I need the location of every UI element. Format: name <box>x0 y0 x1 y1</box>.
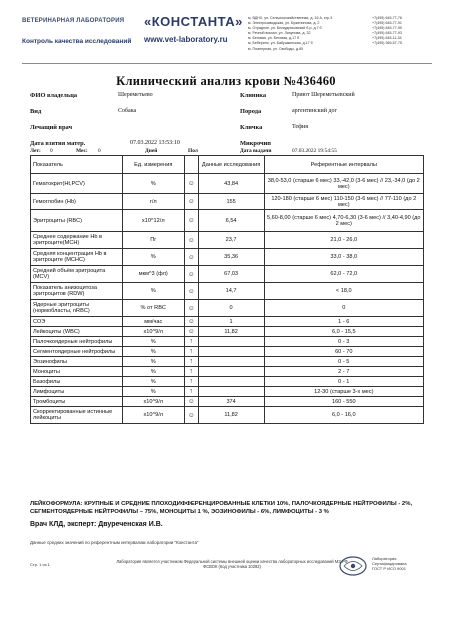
table-row <box>31 266 424 283</box>
smiley-icon: ☺ <box>187 253 195 261</box>
cell-flag <box>184 347 198 357</box>
arrow-up-icon: ↑ <box>189 358 193 365</box>
table-row <box>31 397 424 407</box>
reference-note: Данные средних значений по референтным интервалам лаборатории "Константа" <box>30 540 199 545</box>
years-value: 0 <box>50 148 53 154</box>
cell-unit: мм/час <box>122 317 184 327</box>
cell-unit: x10^9/л <box>122 407 184 424</box>
cell-flag <box>184 174 198 194</box>
clinic-label: Клиника <box>240 92 267 99</box>
cell-value: 35,36 <box>198 249 264 266</box>
cell-flag <box>184 300 198 317</box>
table-row <box>31 377 424 387</box>
leukoformula-note: ЛЕЙКОФОРМУЛА: КРУПНЫЕ И СРЕДНИЕ ПЛОХОДИФФЕРЕНЦИРОВАННЫЕ КЛЕТКИ 10%, ПАЛОЧКОЯДЕРНЫЕ НЕЙТРОФИЛЫ - 2%, СЕГМЕНТОЯДЕРНЫЕ НЕЙТРОФИЛЫ – 75%, МОНОЦИТЫ 1 %, ЭОЗИНОФИЛЫ - 6%, ЛИМФОЦИТЫ - 3 % <box>30 501 413 515</box>
cell-reference: 38,0-53,0 (старше 6 мес) 33,-42,0 (3-6 мес) // 23,-34,0 (до 2 мес) <box>264 174 423 194</box>
cell-reference: 2 - 7 <box>264 367 423 377</box>
cell-value: 14,7 <box>198 283 264 300</box>
cell-indicator: Эозинофилы <box>31 357 123 367</box>
header-reference: Референтные интервалы <box>264 156 423 174</box>
table-row <box>31 407 424 424</box>
table-row <box>31 232 424 249</box>
cell-reference: 5,60-8,00 (старше 6 мес) 4,70-6,30 (3-6 мес) // 3,40-4,90 (до 2 мес) <box>264 210 423 232</box>
smiley-icon: ☺ <box>187 236 195 244</box>
species-label: Вид <box>30 108 42 115</box>
cell-value: 6,54 <box>198 210 264 232</box>
address-line: м. Электрозаводская, ул. Буженинова, д. 2 <box>248 21 320 26</box>
cell-value <box>198 387 264 397</box>
lab-addresses <box>248 16 368 52</box>
cell-unit: % от RBC <box>122 300 184 317</box>
cell-unit: % <box>122 357 184 367</box>
arrow-up-icon: ↑ <box>189 388 193 395</box>
cell-unit: % <box>122 283 184 300</box>
phone-line: +7(495) 645-77-90 <box>372 26 402 31</box>
doctor-signature: Врач КЛД, эксперт: Двуреченская И.В. <box>30 521 163 528</box>
smiley-icon: ☺ <box>187 287 195 295</box>
cell-unit: Пг <box>122 232 184 249</box>
phone-line: +7(495) 645-11-34 <box>372 36 402 41</box>
cell-flag <box>184 283 198 300</box>
cell-value <box>198 377 264 387</box>
cell-reference: 60 - 70 <box>264 347 423 357</box>
phone-line: +7(495) 645-77-91 <box>372 21 402 26</box>
cell-flag <box>184 232 198 249</box>
cell-flag <box>184 357 198 367</box>
sex-label: Пол <box>188 148 198 154</box>
cell-unit: % <box>122 249 184 266</box>
cell-unit: мкм^3 (фл) <box>122 266 184 283</box>
cell-flag <box>184 266 198 283</box>
gost-certification <box>372 556 432 572</box>
cell-indicator: Гематокрит(Ht,PCV) <box>31 174 123 194</box>
smiley-icon: ☺ <box>187 198 195 205</box>
table-row <box>31 174 424 194</box>
cell-indicator: Гемоглобин (Hb) <box>31 194 123 210</box>
header-unit: Ед. измерения <box>122 156 184 174</box>
cell-value <box>198 337 264 347</box>
months-label: Мес: <box>76 148 88 154</box>
breed-label: Порода <box>240 108 262 115</box>
cell-indicator: Лейкоциты (WBC) <box>31 327 123 337</box>
table-row <box>31 210 424 232</box>
cell-flag <box>184 249 198 266</box>
owner-value: Шереметьево <box>118 92 153 98</box>
cell-unit: % <box>122 337 184 347</box>
cell-indicator: Лимфоциты <box>31 387 123 397</box>
cell-reference: 0 - 3 <box>264 337 423 347</box>
cell-indicator: Средняя концентрация Hb в эритроците (MCHC) <box>31 249 123 266</box>
breed-value: аргентинский дог <box>292 108 337 114</box>
smiley-icon: ☺ <box>187 318 195 325</box>
cell-reference: 120-180 (старше 6 мес) 110-150 (3-6 мес) // 77-110 (до 2 мес) <box>264 194 423 210</box>
date-taken-label: Дата взятия матер. <box>30 140 86 147</box>
microchip-label: Микрочип <box>240 140 271 147</box>
cell-value: 43,84 <box>198 174 264 194</box>
gost-line: Лаборатория <box>372 556 397 561</box>
page-number: Стр. 1 из 1 <box>30 562 50 567</box>
cell-reference: 21,0 - 26,0 <box>264 232 423 249</box>
vet-label: Лечащий врач <box>30 124 73 131</box>
cell-flag <box>184 317 198 327</box>
cell-flag <box>184 327 198 337</box>
months-value: 0 <box>98 148 101 154</box>
arrow-up-icon: ↑ <box>189 378 193 385</box>
cell-indicator: Палочкоядерные нейтрофилы <box>31 337 123 347</box>
cell-unit: % <box>122 174 184 194</box>
cell-indicator: Средний объём эритроцита (MCV) <box>31 266 123 283</box>
gost-line: ГОСТ Р ИСО 9001 <box>372 566 406 572</box>
table-row <box>31 300 424 317</box>
cell-unit: % <box>122 387 184 397</box>
report-title: Клинический анализ крови №436460 <box>116 74 336 88</box>
cell-reference: 6,0 - 15,5 <box>264 327 423 337</box>
cell-flag <box>184 337 198 347</box>
species-value: Собака <box>118 108 137 114</box>
cell-value <box>198 357 264 367</box>
cell-reference: < 18,0 <box>264 283 423 300</box>
cell-reference: 0 - 5 <box>264 357 423 367</box>
nickname-label: Кличка <box>240 124 263 131</box>
lab-line: ВЕТЕРИНАРНАЯ ЛАБОРАТОРИЯ <box>22 18 125 24</box>
smiley-icon: ☺ <box>187 328 195 335</box>
address-line: м. Речной вокзал, ул. Ляпунова, д. 32 <box>248 31 311 36</box>
owner-label: ФИО владельца <box>30 92 78 99</box>
ilac-logo-icon <box>338 555 368 577</box>
cell-reference: 1 - 6 <box>264 317 423 327</box>
smiley-icon: ☺ <box>187 180 195 187</box>
cell-flag <box>184 377 198 387</box>
cell-indicator: Эритроциты (RBC) <box>31 210 123 232</box>
issue-date-value: 07.03.2022 19:54:55 <box>292 148 337 154</box>
table-row <box>31 249 424 266</box>
address-line: м. Беберино, ул. Бабушкинская, д.17 б <box>248 41 313 46</box>
table-row <box>31 337 424 347</box>
address-line: м. Планерная, ул. Свободы, д.65 <box>248 46 304 51</box>
cell-reference: 62,0 - 72,0 <box>264 266 423 283</box>
header-value: Данные исследования <box>198 156 264 174</box>
header-divider <box>22 63 432 64</box>
table-row <box>31 327 424 337</box>
smiley-icon: ☺ <box>187 304 195 312</box>
cell-indicator: Ядерные эритроциты (нормобласты, nRBC) <box>31 300 123 317</box>
cell-unit: x10^9/л <box>122 397 184 407</box>
lab-name: «КОНСТАНТА» <box>144 14 243 29</box>
cell-unit: % <box>122 367 184 377</box>
cell-reference: 6,0 - 16,0 <box>264 407 423 424</box>
cell-value: 155 <box>198 194 264 210</box>
cell-reference: 0 - 1 <box>264 377 423 387</box>
cell-indicator: Тромбоциты <box>31 397 123 407</box>
phone-line: +7(495) 645-77-76 <box>372 16 402 20</box>
address-line: м. Беговая, ул. Беговая, д.17 б <box>248 36 300 41</box>
table-row <box>31 367 424 377</box>
clinic-value: Приют Шереметьевский <box>292 92 355 98</box>
lab-website-link[interactable]: www.vet-laboratory.ru <box>144 35 228 44</box>
cell-value <box>198 347 264 357</box>
cell-indicator: Базофилы <box>31 377 123 387</box>
cell-unit: г/л <box>122 194 184 210</box>
cell-value: 11,82 <box>198 407 264 424</box>
table-row <box>31 387 424 397</box>
table-row <box>31 283 424 300</box>
cell-flag <box>184 387 198 397</box>
smiley-icon: ☺ <box>187 398 195 405</box>
cell-value: 23,7 <box>198 232 264 249</box>
cell-reference: 12-30 (старше 3-х мес) <box>264 387 423 397</box>
cell-indicator: Моноциты <box>31 367 123 377</box>
cell-unit: % <box>122 377 184 387</box>
cell-indicator: Показатель анизоцитоза эритроцитов (RDW) <box>31 283 123 300</box>
cell-value: 374 <box>198 397 264 407</box>
header-flag <box>184 156 198 174</box>
smiley-icon: ☺ <box>187 411 195 419</box>
header-indicator: Показатель <box>31 156 123 174</box>
arrow-up-icon: ↑ <box>189 348 193 355</box>
years-label: Лет: <box>30 148 41 154</box>
address-line: м. ВДНХ, ул. Сельскохозяйственная, д. 16 А, стр.3 <box>248 16 333 20</box>
cell-value: 1 <box>198 317 264 327</box>
cell-indicator: Среднее содержание Hb в эритроците(MCH) <box>31 232 123 249</box>
arrow-up-icon: ↑ <box>189 368 193 375</box>
issue-date-label: Дата выдачи <box>240 148 272 154</box>
cell-flag <box>184 407 198 424</box>
cell-value: 11,82 <box>198 327 264 337</box>
cell-unit: % <box>122 347 184 357</box>
cell-indicator: Сегментоядерные нейтрофилы <box>31 347 123 357</box>
cell-unit: x10^9/л <box>122 327 184 337</box>
phone-line: +7(495) 369-57-75 <box>372 41 402 46</box>
arrow-up-icon: ↑ <box>189 338 193 345</box>
lab-phones <box>372 16 438 47</box>
phone-line: +7(495) 645-77-93 <box>372 31 402 36</box>
cell-flag <box>184 367 198 377</box>
cell-value: 67,03 <box>198 266 264 283</box>
lab-header <box>22 14 438 66</box>
cell-reference: 160 - 550 <box>264 397 423 407</box>
table-row <box>31 347 424 357</box>
table-row <box>31 317 424 327</box>
cell-value <box>198 367 264 377</box>
table-row <box>31 357 424 367</box>
cell-reference: 0 <box>264 300 423 317</box>
cell-indicator: СОЭ <box>31 317 123 327</box>
date-taken-value: 07.03.2022 13:53:10 <box>130 140 180 146</box>
cell-flag <box>184 397 198 407</box>
table-row <box>31 194 424 210</box>
results-table <box>30 155 424 424</box>
cell-unit: x10^12/л <box>122 210 184 232</box>
cell-reference: 33,0 - 38,0 <box>264 249 423 266</box>
smiley-icon: ☺ <box>187 270 195 278</box>
lab-subtitle: Контроль качества исследований <box>22 38 132 45</box>
cell-flag <box>184 194 198 210</box>
nickname-value: Тефия <box>292 124 309 130</box>
cell-value: 0 <box>198 300 264 317</box>
cell-indicator: Скорректированные истинные лейкоциты <box>31 407 123 424</box>
gost-line: Сертифицирована <box>372 561 407 567</box>
cell-flag <box>184 210 198 232</box>
smiley-icon: ☺ <box>187 217 195 224</box>
table-header-row <box>31 156 424 174</box>
days-label: Дней <box>145 148 158 154</box>
address-line: м. Отрадное, ул. Бескудниковский б-р, д.7 б <box>248 26 322 31</box>
accreditation-text: Лаборатория является участником Федеральной системы внешней оценки качества лабораторных исследований МЗ РФ ФСВОК (Код участника 10292) <box>116 559 348 570</box>
